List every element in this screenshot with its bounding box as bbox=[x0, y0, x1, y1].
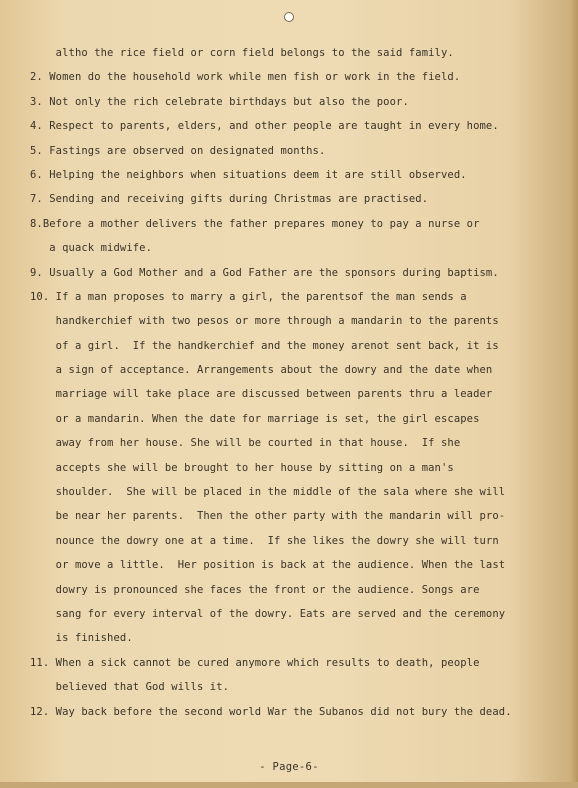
text-line: marriage will take place are discussed between parents thru a leader bbox=[30, 388, 493, 401]
text-line: handkerchief with two pesos or more through a mandarin to the parents bbox=[30, 315, 499, 328]
text-line: 4. Respect to parents, elders, and other people are taught in every home. bbox=[30, 120, 499, 133]
text-line: shoulder. She will be placed in the middle of the sala where she will bbox=[30, 486, 506, 499]
text-line: be near her parents. Then the other party with the mandarin will pro- bbox=[30, 510, 506, 523]
text-line: nounce the dowry one at a time. If she likes the dowry she will turn bbox=[30, 534, 499, 547]
text-line: accepts she will be brought to her house by sitting on a man's bbox=[30, 461, 454, 474]
text-line: 10. If a man proposes to marry a girl, the parentsof the man sends a bbox=[30, 290, 467, 303]
text-line: dowry is pronounced she faces the front or the audience. Songs are bbox=[30, 583, 480, 596]
text-line: 7. Sending and receiving gifts during Christmas are practised. bbox=[30, 193, 429, 206]
text-line: or a mandarin. When the date for marriage is set, the girl escapes bbox=[30, 412, 480, 425]
text-line: sang for every interval of the dowry. Eats are served and the ceremony bbox=[30, 607, 506, 620]
text-line: 2. Women do the household work while men fish or work in the field. bbox=[30, 71, 461, 84]
text-line: 3. Not only the rich celebrate birthdays but also the poor. bbox=[30, 95, 409, 108]
text-line: altho the rice field or corn field belongs to the said family. bbox=[30, 47, 454, 59]
text-line: 9. Usually a God Mother and a God Father are the sponsors during baptism. bbox=[30, 266, 499, 279]
text-line: away from her house. She will be courted in that house. If she bbox=[30, 437, 461, 450]
text-line: 6. Helping the neighbors when situations deem it are still observed. bbox=[30, 168, 467, 181]
text-line: a quack midwife. bbox=[30, 242, 153, 255]
text-line: a sign of acceptance. Arrangements about the dowry and the date when bbox=[30, 364, 493, 377]
text-line: 8.Before a mother delivers the father prepares money to pay a nurse or bbox=[30, 217, 480, 230]
text-line: 12. Way back before the second world War the Subanos did not bury the dead. bbox=[30, 705, 512, 718]
page-bottom-edge bbox=[0, 782, 578, 788]
body-text bbox=[30, 41, 550, 724]
text-line: is finished. bbox=[30, 632, 133, 645]
punch-hole bbox=[284, 12, 294, 22]
text-line: believed that God wills it. bbox=[30, 681, 230, 694]
page-edge bbox=[570, 0, 578, 788]
text-line: 11. When a sick cannot be cured anymore which results to death, people bbox=[30, 656, 480, 669]
text-line: or move a little. Her position is back at the audience. When the last bbox=[30, 559, 506, 572]
text-line: of a girl. If the handkerchief and the money arenot sent back, it is bbox=[30, 339, 499, 352]
text-line: 5. Fastings are observed on designated months. bbox=[30, 144, 326, 157]
page-number: - Page-6- bbox=[259, 761, 319, 773]
